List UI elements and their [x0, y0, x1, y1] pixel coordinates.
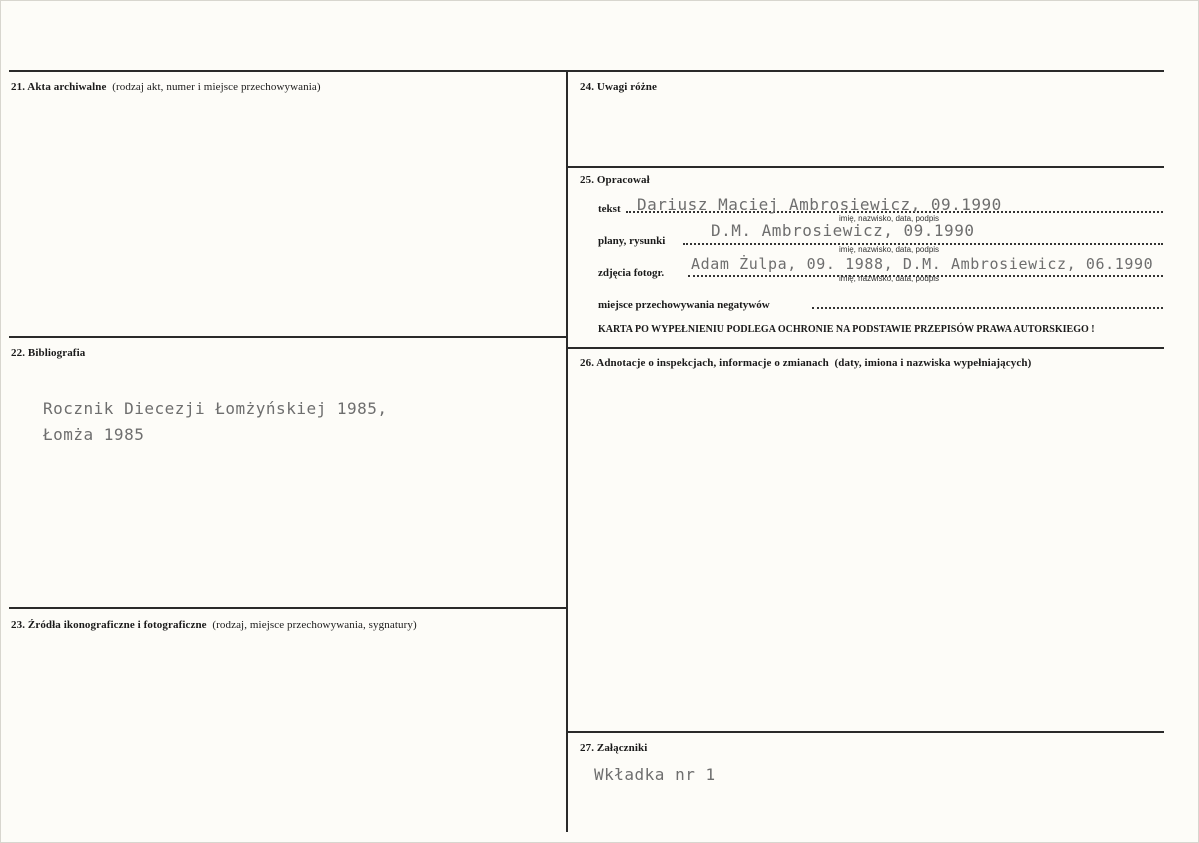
field-zdjecia-hint: imię, nazwisko, data, podpis [839, 274, 940, 283]
dotted-line [812, 307, 1163, 309]
rule-24-25 [568, 166, 1164, 168]
field-tekst-value: Dariusz Maciej Ambrosiewicz, 09.1990 [637, 195, 1002, 214]
section-21-hint: (rodzaj akt, numer i miejsce przechowywania) [112, 81, 321, 93]
field-zdjecia-value: Adam Żulpa, 09. 1988, D.M. Ambrosiewicz, 06.1990 [691, 255, 1154, 273]
center-divider [566, 70, 568, 832]
bibliography-line-1: Rocznik Diecezji Łomżyńskiej 1985, [43, 399, 388, 418]
field-plany-value: D.M. Ambrosiewicz, 09.1990 [711, 221, 975, 240]
section-21-label: 21. Akta archiwalne (rodzaj akt, numer i miejsce przechowywania) [11, 81, 321, 93]
section-23-label: 23. Źródła ikonograficzne i fotograficzne (rodzaj, miejsce przechowywania, sygnatury) [11, 619, 417, 631]
top-rule [9, 70, 1164, 72]
field-negatywy-label: miejsce przechowywania negatywów [598, 299, 770, 311]
attachments-value: Wkładka nr 1 [594, 765, 716, 784]
rule-26-27 [568, 731, 1164, 733]
rule-22-23 [9, 607, 566, 609]
rule-21-22 [9, 336, 566, 338]
section-26-hint: (daty, imiona i nazwiska wypełniających) [834, 357, 1032, 369]
section-27-label: 27. Załączniki [580, 742, 648, 754]
field-plany-label: plany, rysunki [598, 235, 666, 247]
field-negatywy [598, 297, 1163, 311]
section-25-label: 25. Opracował [580, 174, 650, 186]
bibliography-line-2: Łomża 1985 [43, 425, 145, 444]
field-tekst-label: tekst [598, 203, 621, 215]
section-23-hint: (rodzaj, miejsce przechowywania, sygnatury) [212, 619, 417, 631]
rule-25-26 [568, 347, 1164, 349]
field-plany-hint: imię, nazwisko, data, podpis [839, 245, 940, 254]
field-zdjecia-label: zdjęcia fotogr. [598, 267, 665, 279]
section-22-label: 22. Bibliografia [11, 347, 86, 359]
section-26-label: 26. Adnotacje o inspekcjach, informacje o zmianach (daty, imiona i nazwiska wypełniających) [580, 357, 1032, 369]
section-24-label: 24. Uwagi różne [580, 81, 657, 93]
copyright-notice: KARTA PO WYPEŁNIENIU PODLEGA OCHRONIE NA PODSTAWIE PRZEPISÓW PRAWA AUTORSKIEGO ! [598, 324, 1095, 335]
field-tekst-hint: imię, nazwisko, data, podpis [839, 214, 940, 223]
